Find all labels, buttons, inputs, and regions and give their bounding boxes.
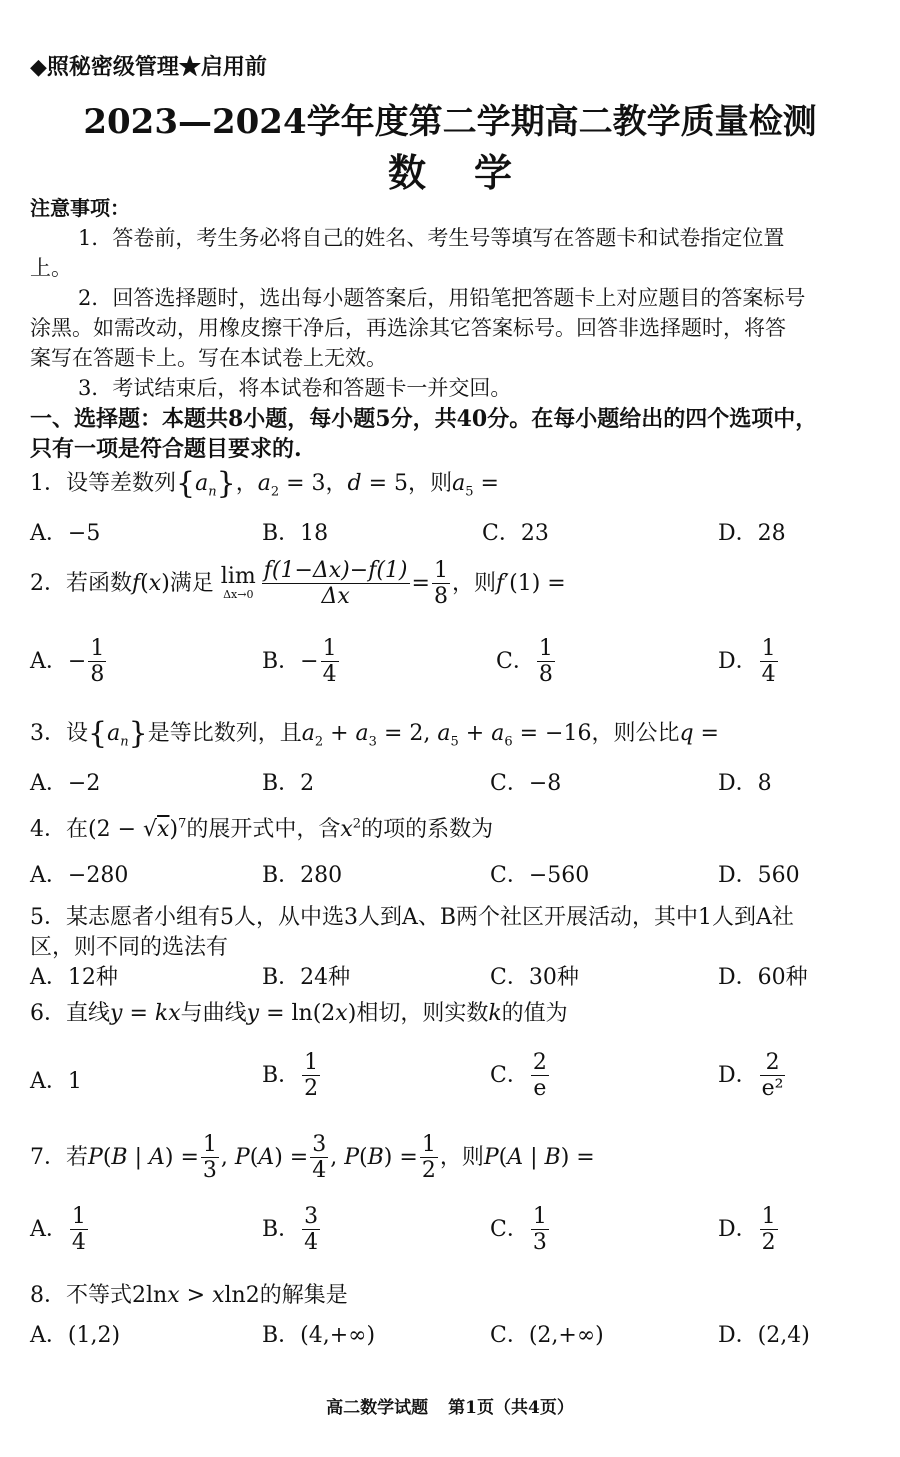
fraction-numerator: 3 [304, 1204, 319, 1229]
q5-option-c: C．30种 [490, 965, 579, 990]
q5-option-b: B．24种 [262, 965, 351, 990]
fraction-numerator: 1 [304, 1050, 319, 1075]
question-text: 设 [66, 721, 89, 746]
question-5-line-2: 区，则不同的选法有 [30, 935, 229, 960]
question-number: 8． [30, 1283, 66, 1308]
q5-option-a: A．12种 [30, 965, 118, 990]
question-text-mid: 满足 [169, 570, 214, 596]
note-1-line-1: 1．答卷前，考生务必将自己的姓名、考生号等填写在答题卡和试卷指定位置 [78, 226, 785, 250]
q3-option-a: A．−2 [30, 771, 101, 796]
option-label: D． [718, 1062, 758, 1088]
q8-option-b: B．(4,+∞) [262, 1323, 376, 1348]
question-text-tail-2: 的值为 [501, 1001, 568, 1026]
option-fraction [531, 1050, 549, 1102]
q3-option-b: B．2 [262, 771, 315, 796]
q2-option-d [718, 636, 780, 688]
section-heading-line-2: 只有一项是符合题目要求的. [30, 436, 302, 462]
option-fraction [531, 1204, 549, 1256]
q6-option-d [718, 1050, 787, 1102]
q1-option-a: A．−5 [30, 521, 101, 546]
q1-option-b: B．18 [262, 521, 329, 546]
option-label: B． [262, 1062, 301, 1088]
fraction-numerator: 1 [71, 1204, 86, 1229]
q7-option-d [718, 1204, 780, 1256]
option-fraction [302, 1050, 320, 1102]
limit-operator: lim Δx→0 [220, 564, 256, 602]
fraction-denominator: 3 [532, 1230, 547, 1256]
question-3: 3．设$\{a_n\}$是等比数列，且$a_2 + a_3 = 2$, $a_5 + a_6 = -16$，则公比q = [30, 716, 719, 751]
question-text-tail: ，则 [451, 570, 496, 596]
note-2-line-1: 2．回答选择题时，选出每小题答案后，用铅笔把答题卡上对应题目的答案标号 [78, 286, 806, 310]
fraction-numerator: f(1−Δx)−f(1) [263, 558, 408, 583]
question-4: 4．在$(2 - √x)^7$的展开式中，含$x^2$的项的系数为 [30, 816, 494, 842]
question-text-mid: 的展开式中，含 [186, 817, 341, 842]
question-1: 1．设等差数列$\{a_n\}$，$a_2 = 3$，d = 5，则$a_5$ = [30, 466, 499, 501]
option-fraction [321, 636, 339, 688]
limit-subscript: Δx→0 [223, 588, 254, 602]
fraction-denominator: 8 [538, 662, 553, 688]
option-label: C． [490, 1062, 529, 1088]
fraction-numerator: 1 [761, 1204, 776, 1229]
fraction-denominator: 4 [304, 1230, 319, 1256]
question-text-tail: 相切，则实数 [356, 1001, 489, 1026]
minus-sign: − [67, 648, 87, 674]
question-2: 2．若函数f(x)满足 lim Δx→0 $\frac{f(1-\Delta x)-f(1)}{\Delta x}$ = $\frac{1}{8}$ ，则f′(1) = [30, 558, 566, 610]
question-text: 不等式 [66, 1283, 133, 1308]
q2-option-b [262, 636, 341, 688]
fraction-denominator: 2 [421, 1158, 436, 1184]
fraction-1 [201, 1132, 219, 1184]
q7-option-b [262, 1204, 322, 1256]
option-value: 1 [67, 1069, 82, 1094]
q1-option-d: D．28 [718, 521, 786, 546]
question-text: 若 [66, 1144, 89, 1170]
question-number: 1． [30, 471, 66, 496]
difference-quotient [262, 558, 410, 610]
footer-title: 高二数学试题 [326, 1398, 429, 1418]
option-label: D． [718, 648, 758, 674]
fraction-denominator: 2 [761, 1230, 776, 1256]
fraction-numerator: 1 [90, 636, 105, 661]
question-text: 设等差数列 [66, 471, 177, 496]
q8-option-d: D．(2,4) [718, 1323, 810, 1348]
q6-option-c [490, 1050, 551, 1102]
option-fraction [537, 636, 555, 688]
exam-title: 2023—2024学年度第二学期高二教学质量检测 [83, 102, 817, 142]
confidential-notice: ◆照秘密级管理★启用前 [30, 54, 267, 80]
q7-option-a [30, 1204, 90, 1256]
fraction-numerator: 1 [322, 636, 337, 661]
question-text-tail: 的解集是 [259, 1283, 348, 1308]
q2-option-a [30, 636, 108, 688]
note-2-line-2: 涂黑。如需改动，用橡皮擦干净后，再选涂其它答案标号。回答非选择题时，将答 [30, 316, 786, 340]
fraction-denominator: 4 [312, 1158, 327, 1184]
q4-option-b: B．280 [262, 863, 343, 888]
fraction-numerator: 3 [312, 1132, 327, 1157]
option-label: C． [496, 648, 535, 674]
page-footer [0, 1393, 900, 1418]
fraction-denominator: e² [761, 1076, 784, 1102]
fraction-denominator: 4 [761, 662, 776, 688]
option-fraction [70, 1204, 88, 1256]
option-fraction [760, 1050, 786, 1102]
question-number: 3． [30, 721, 66, 746]
minus-sign: − [300, 648, 319, 674]
fraction-denominator: 8 [90, 662, 105, 688]
question-text-mid: 是等比数列，且 [147, 721, 302, 746]
fraction-denominator: e [533, 1076, 547, 1102]
fraction-numerator: 1 [538, 636, 553, 661]
q6-option-a [30, 1064, 82, 1095]
fraction-2 [310, 1132, 328, 1184]
question-text-tail: ，则公比 [591, 721, 680, 746]
question-number: 7． [30, 1144, 66, 1170]
subject-title: 数学 [387, 150, 560, 195]
question-5-line-1: 5．某志愿者小组有5人，从中选3人到A、B两个社区开展活动，其中1人到A社 [30, 905, 794, 930]
q3-option-c: C．−8 [490, 771, 562, 796]
option-label: A． [30, 1216, 68, 1242]
note-1-line-2: 上。 [30, 256, 72, 280]
question-6: 6．直线y = kx与曲线y = ln(2x)相切，则实数k的值为 [30, 1001, 568, 1026]
option-label: D． [718, 1216, 758, 1242]
q2-option-c [496, 636, 557, 688]
fraction-denominator: 4 [322, 662, 337, 688]
fraction-denominator: 2 [304, 1076, 319, 1102]
question-text-tail: ，则 [439, 1144, 484, 1170]
option-label: B． [262, 1216, 301, 1242]
q4-option-a: A．−280 [30, 863, 129, 888]
q5-option-d: D．60种 [718, 965, 808, 990]
fraction-denominator: 4 [71, 1230, 86, 1256]
fraction-numerator: 1 [421, 1132, 436, 1157]
notes-heading: 注意事项： [30, 196, 130, 220]
option-label: B． [262, 648, 301, 674]
q4-option-d: D．560 [718, 863, 800, 888]
fraction-numerator: 1 [532, 1204, 547, 1229]
fraction-denominator: 8 [433, 584, 448, 610]
section-heading-line-1: 一、选择题：本题共8小题，每小题5分，共40分。在每小题给出的四个选项中， [30, 406, 818, 432]
q4-option-c: C．−560 [490, 863, 590, 888]
question-number: 4． [30, 817, 66, 842]
question-7: 7．若P(B | A) = $\frac{1}{3}$ , P(A) = $\frac{3}{4}$ , P(B) = $\frac{1}{2}$ ，则P(A | B) = [30, 1132, 595, 1184]
option-fraction [302, 1204, 320, 1256]
q3-option-d: D．8 [718, 771, 772, 796]
question-text: 若函数 [66, 570, 133, 596]
fraction-numerator: 2 [532, 1050, 547, 1075]
option-label: A． [30, 1069, 68, 1094]
rhs-fraction [432, 558, 450, 610]
option-fraction [760, 1204, 778, 1256]
fraction-denominator: Δx [321, 584, 350, 610]
option-fraction [760, 636, 778, 688]
question-text: 直线 [66, 1001, 111, 1026]
q8-option-c: C．(2,+∞) [490, 1323, 604, 1348]
q6-option-b [262, 1050, 322, 1102]
fraction-denominator: 3 [202, 1158, 217, 1184]
fraction-numerator: 1 [433, 558, 448, 583]
q8-option-a: A．(1,2) [30, 1323, 121, 1348]
question-number: 2． [30, 570, 66, 596]
question-number: 6． [30, 1001, 66, 1026]
note-2-line-3: 案写在答题卡上。写在本试卷上无效。 [30, 346, 387, 370]
option-label: C． [490, 1216, 529, 1242]
fraction-3 [420, 1132, 438, 1184]
footer-page-number: 第1页（共4页） [448, 1398, 574, 1418]
question-8: 8．不等式2lnx > xln2的解集是 [30, 1283, 348, 1308]
q7-option-c [490, 1204, 551, 1256]
question-text-tail: 则 [430, 471, 453, 496]
q1-option-c: C．23 [482, 521, 549, 546]
question-text-tail: 的项的系数为 [361, 817, 494, 842]
fraction-numerator: 1 [761, 636, 776, 661]
option-label: A． [30, 648, 68, 674]
question-text: 在 [66, 817, 89, 842]
option-fraction [88, 636, 106, 688]
question-text-mid: 与曲线 [180, 1001, 247, 1026]
fraction-numerator: 2 [760, 1050, 786, 1076]
note-3: 3．考试结束后，将本试卷和答题卡一并交回。 [78, 376, 512, 400]
fraction-numerator: 1 [202, 1132, 217, 1157]
